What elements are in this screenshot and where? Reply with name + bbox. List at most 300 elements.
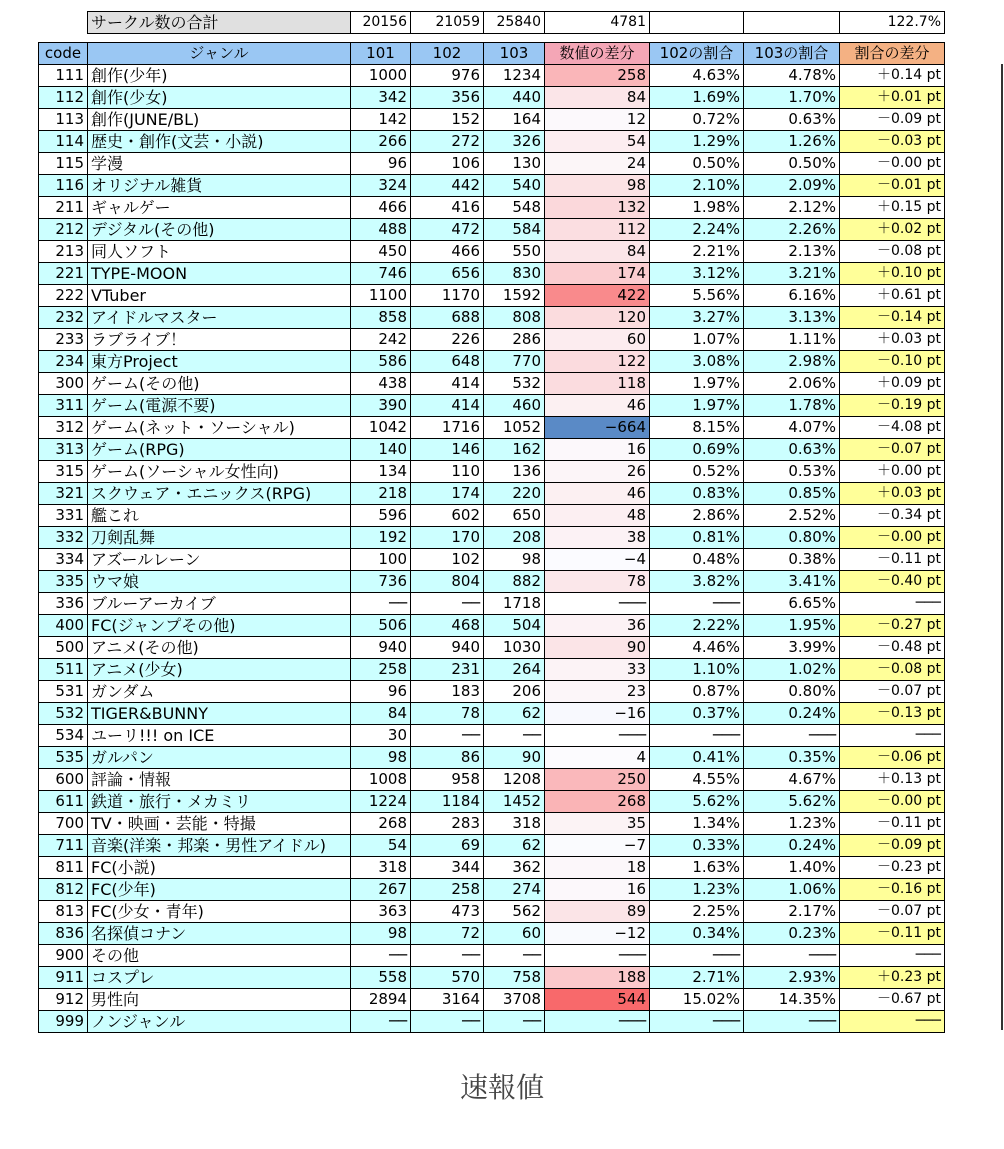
value-101-cell[interactable]: 586 [351,351,411,373]
ratio-103-cell[interactable]: 2.98% [744,351,840,373]
code-cell[interactable]: 911 [39,967,88,989]
code-cell[interactable]: 311 [39,395,88,417]
diff-cell[interactable]: 118 [545,373,650,395]
value-102-cell[interactable]: 472 [411,219,484,241]
ratio-diff-cell[interactable]: －0.07 pt [840,901,945,923]
value-102-cell[interactable]: 3164 [411,989,484,1011]
genre-cell[interactable]: コスプレ [88,967,351,989]
diff-cell[interactable]: 35 [545,813,650,835]
value-101-cell[interactable]: 438 [351,373,411,395]
value-101-cell[interactable]: 100 [351,549,411,571]
ratio-102-cell[interactable]: 2.22% [650,615,744,637]
summary-101-cell[interactable]: 20156 [351,12,411,34]
value-102-cell[interactable]: 146 [411,439,484,461]
value-102-cell[interactable]: 602 [411,505,484,527]
value-101-cell[interactable]: 506 [351,615,411,637]
value-102-cell[interactable]: ── [411,945,484,967]
value-103-cell[interactable]: 318 [484,813,545,835]
value-101-cell[interactable]: 242 [351,329,411,351]
code-cell[interactable]: 112 [39,87,88,109]
ratio-diff-cell[interactable]: ─── [840,945,945,967]
ratio-103-cell[interactable]: 1.78% [744,395,840,417]
diff-cell[interactable]: 188 [545,967,650,989]
value-103-cell[interactable]: 164 [484,109,545,131]
code-cell[interactable]: 211 [39,197,88,219]
ratio-diff-cell[interactable]: ─── [840,593,945,615]
value-103-cell[interactable]: 326 [484,131,545,153]
ratio-103-cell[interactable]: 0.23% [744,923,840,945]
ratio-diff-cell[interactable]: －0.00 pt [840,153,945,175]
ratio-102-cell[interactable]: 0.34% [650,923,744,945]
value-102-cell[interactable]: 1716 [411,417,484,439]
ratio-103-cell[interactable]: 0.85% [744,483,840,505]
code-cell[interactable]: 312 [39,417,88,439]
code-cell[interactable]: 700 [39,813,88,835]
value-102-cell[interactable]: 183 [411,681,484,703]
diff-cell[interactable]: 268 [545,791,650,813]
ratio-103-cell[interactable]: 5.62% [744,791,840,813]
code-cell[interactable]: 315 [39,461,88,483]
value-103-cell[interactable]: 136 [484,461,545,483]
value-103-cell[interactable]: 1052 [484,417,545,439]
diff-cell[interactable]: 24 [545,153,650,175]
value-101-cell[interactable]: 134 [351,461,411,483]
value-103-cell[interactable]: 770 [484,351,545,373]
value-102-cell[interactable]: 78 [411,703,484,725]
ratio-102-cell[interactable]: 0.33% [650,835,744,857]
code-cell[interactable]: 115 [39,153,88,175]
value-103-cell[interactable]: 1718 [484,593,545,615]
diff-cell[interactable]: 48 [545,505,650,527]
ratio-102-cell[interactable]: 1.97% [650,373,744,395]
ratio-102-cell[interactable]: ─── [650,725,744,747]
value-103-cell[interactable]: 220 [484,483,545,505]
value-101-cell[interactable]: 1000 [351,65,411,87]
ratio-103-cell[interactable]: 2.26% [744,219,840,241]
value-101-cell[interactable]: 324 [351,175,411,197]
ratio-103-cell[interactable]: 2.93% [744,967,840,989]
diff-cell[interactable]: 122 [545,351,650,373]
ratio-102-cell[interactable]: 1.69% [650,87,744,109]
code-cell[interactable]: 531 [39,681,88,703]
genre-cell[interactable]: ゲーム(RPG) [88,439,351,461]
value-101-cell[interactable]: 940 [351,637,411,659]
genre-cell[interactable]: デジタル(その他) [88,219,351,241]
value-102-cell[interactable]: 1184 [411,791,484,813]
genre-cell[interactable]: ユーリ!!! on ICE [88,725,351,747]
ratio-diff-cell[interactable]: ＋0.02 pt [840,219,945,241]
ratio-102-cell[interactable]: 2.71% [650,967,744,989]
value-102-cell[interactable]: 106 [411,153,484,175]
code-cell[interactable]: 811 [39,857,88,879]
genre-cell[interactable]: 学漫 [88,153,351,175]
code-cell[interactable]: 912 [39,989,88,1011]
ratio-103-cell[interactable]: 3.99% [744,637,840,659]
ratio-diff-cell[interactable]: －0.00 pt [840,791,945,813]
ratio-103-cell[interactable]: 6.16% [744,285,840,307]
code-cell[interactable]: 334 [39,549,88,571]
value-101-cell[interactable]: 1224 [351,791,411,813]
ratio-diff-cell[interactable]: ─── [840,1011,945,1033]
value-103-cell[interactable]: 62 [484,703,545,725]
code-cell[interactable]: 332 [39,527,88,549]
ratio-103-cell[interactable]: 0.80% [744,527,840,549]
ratio-103-cell[interactable]: 0.50% [744,153,840,175]
value-101-cell[interactable]: 2894 [351,989,411,1011]
ratio-103-cell[interactable]: 2.06% [744,373,840,395]
ratio-diff-cell[interactable]: ＋0.61 pt [840,285,945,307]
ratio-103-cell[interactable]: 1.02% [744,659,840,681]
ratio-diff-cell[interactable]: ＋0.01 pt [840,87,945,109]
value-103-cell[interactable]: 274 [484,879,545,901]
value-101-cell[interactable]: 54 [351,835,411,857]
value-101-cell[interactable]: 466 [351,197,411,219]
ratio-102-cell[interactable]: 2.86% [650,505,744,527]
value-103-cell[interactable]: 548 [484,197,545,219]
value-102-cell[interactable]: 258 [411,879,484,901]
ratio-102-cell[interactable]: 2.25% [650,901,744,923]
value-101-cell[interactable]: 192 [351,527,411,549]
ratio-diff-cell[interactable]: －0.06 pt [840,747,945,769]
code-cell[interactable]: 221 [39,263,88,285]
diff-cell[interactable]: ─── [545,945,650,967]
ratio-102-cell[interactable]: 15.02% [650,989,744,1011]
header-code[interactable]: code [39,43,88,65]
value-101-cell[interactable]: 450 [351,241,411,263]
value-103-cell[interactable]: 208 [484,527,545,549]
code-cell[interactable]: 400 [39,615,88,637]
value-101-cell[interactable]: 858 [351,307,411,329]
value-101-cell[interactable]: 596 [351,505,411,527]
ratio-102-cell[interactable]: 8.15% [650,417,744,439]
value-101-cell[interactable]: 30 [351,725,411,747]
ratio-diff-cell[interactable]: －0.40 pt [840,571,945,593]
diff-cell[interactable]: 132 [545,197,650,219]
value-102-cell[interactable]: 958 [411,769,484,791]
value-103-cell[interactable]: 98 [484,549,545,571]
genre-cell[interactable]: アイドルマスター [88,307,351,329]
diff-cell[interactable]: 112 [545,219,650,241]
ratio-102-cell[interactable]: 3.08% [650,351,744,373]
ratio-103-cell[interactable]: 3.13% [744,307,840,329]
diff-cell[interactable]: 174 [545,263,650,285]
code-cell[interactable]: 600 [39,769,88,791]
value-102-cell[interactable]: 414 [411,373,484,395]
ratio-102-cell[interactable]: 5.56% [650,285,744,307]
ratio-103-cell[interactable]: 0.24% [744,703,840,725]
ratio-103-cell[interactable]: ─── [744,945,840,967]
diff-cell[interactable]: 26 [545,461,650,483]
ratio-102-cell[interactable]: 1.98% [650,197,744,219]
genre-cell[interactable]: アズールレーン [88,549,351,571]
value-102-cell[interactable]: 416 [411,197,484,219]
value-101-cell[interactable]: 96 [351,153,411,175]
value-101-cell[interactable]: 342 [351,87,411,109]
code-cell[interactable]: 611 [39,791,88,813]
value-101-cell[interactable]: 98 [351,923,411,945]
value-102-cell[interactable]: 152 [411,109,484,131]
value-103-cell[interactable]: 1234 [484,65,545,87]
ratio-diff-cell[interactable]: －0.11 pt [840,923,945,945]
value-103-cell[interactable]: 562 [484,901,545,923]
value-101-cell[interactable]: 1042 [351,417,411,439]
ratio-102-cell[interactable]: 0.72% [650,109,744,131]
code-cell[interactable]: 213 [39,241,88,263]
genre-cell[interactable]: ガルパン [88,747,351,769]
value-101-cell[interactable]: 258 [351,659,411,681]
ratio-103-cell[interactable]: 2.09% [744,175,840,197]
value-102-cell[interactable]: 102 [411,549,484,571]
ratio-103-cell[interactable]: 2.17% [744,901,840,923]
header-r102[interactable]: 102の割合 [650,43,744,65]
value-103-cell[interactable]: 162 [484,439,545,461]
code-cell[interactable]: 233 [39,329,88,351]
genre-cell[interactable]: TYPE-MOON [88,263,351,285]
diff-cell[interactable]: 120 [545,307,650,329]
code-cell[interactable]: 300 [39,373,88,395]
value-102-cell[interactable]: 473 [411,901,484,923]
summary-r102-cell[interactable] [650,12,744,34]
summary-diff-cell[interactable]: 4781 [545,12,650,34]
diff-cell[interactable]: ─── [545,593,650,615]
header-genre[interactable]: ジャンル [88,43,351,65]
header-diff[interactable]: 数値の差分 [545,43,650,65]
ratio-diff-cell[interactable]: －0.11 pt [840,549,945,571]
ratio-103-cell[interactable]: 6.65% [744,593,840,615]
value-103-cell[interactable]: 130 [484,153,545,175]
genre-cell[interactable]: ガンダム [88,681,351,703]
code-cell[interactable]: 232 [39,307,88,329]
summary-label-cell[interactable]: サークル数の合計 [88,12,351,34]
value-103-cell[interactable]: 550 [484,241,545,263]
genre-cell[interactable]: FC(少女・青年) [88,901,351,923]
value-103-cell[interactable]: 650 [484,505,545,527]
genre-cell[interactable]: ゲーム(その他) [88,373,351,395]
ratio-diff-cell[interactable]: －0.09 pt [840,109,945,131]
diff-cell[interactable]: 89 [545,901,650,923]
value-101-cell[interactable]: 218 [351,483,411,505]
code-cell[interactable]: 535 [39,747,88,769]
value-102-cell[interactable]: 688 [411,307,484,329]
value-101-cell[interactable]: ── [351,593,411,615]
ratio-102-cell[interactable]: 4.63% [650,65,744,87]
code-cell[interactable]: 114 [39,131,88,153]
ratio-diff-cell[interactable]: ＋0.03 pt [840,329,945,351]
code-cell[interactable]: 534 [39,725,88,747]
value-102-cell[interactable]: 110 [411,461,484,483]
ratio-103-cell[interactable]: 2.12% [744,197,840,219]
diff-cell[interactable]: 258 [545,65,650,87]
diff-cell[interactable]: 84 [545,87,650,109]
ratio-diff-cell[interactable]: －0.07 pt [840,439,945,461]
code-cell[interactable]: 711 [39,835,88,857]
value-101-cell[interactable]: 1100 [351,285,411,307]
code-cell[interactable]: 812 [39,879,88,901]
genre-cell[interactable]: ブルーアーカイブ [88,593,351,615]
ratio-diff-cell[interactable]: －0.23 pt [840,857,945,879]
genre-cell[interactable]: 創作(少年) [88,65,351,87]
ratio-103-cell[interactable]: 1.11% [744,329,840,351]
genre-cell[interactable]: 創作(JUNE/BL) [88,109,351,131]
genre-cell[interactable]: 評論・情報 [88,769,351,791]
code-cell[interactable]: 532 [39,703,88,725]
value-101-cell[interactable]: 140 [351,439,411,461]
ratio-diff-cell[interactable]: ＋0.03 pt [840,483,945,505]
ratio-102-cell[interactable]: 0.83% [650,483,744,505]
ratio-103-cell[interactable]: 4.67% [744,769,840,791]
value-103-cell[interactable]: 540 [484,175,545,197]
ratio-103-cell[interactable]: 0.35% [744,747,840,769]
value-103-cell[interactable]: 808 [484,307,545,329]
value-102-cell[interactable]: 648 [411,351,484,373]
ratio-diff-cell[interactable]: ＋0.14 pt [840,65,945,87]
ratio-diff-cell[interactable]: －0.00 pt [840,527,945,549]
genre-cell[interactable]: ウマ娘 [88,571,351,593]
value-103-cell[interactable]: 830 [484,263,545,285]
code-cell[interactable]: 813 [39,901,88,923]
ratio-diff-cell[interactable]: －0.27 pt [840,615,945,637]
code-cell[interactable]: 336 [39,593,88,615]
value-103-cell[interactable]: 286 [484,329,545,351]
value-102-cell[interactable]: 344 [411,857,484,879]
genre-cell[interactable]: 鉄道・旅行・メカミリ [88,791,351,813]
ratio-diff-cell[interactable]: －0.34 pt [840,505,945,527]
ratio-103-cell[interactable]: 0.38% [744,549,840,571]
value-101-cell[interactable]: 318 [351,857,411,879]
ratio-102-cell[interactable]: 0.37% [650,703,744,725]
value-103-cell[interactable]: 584 [484,219,545,241]
header-rdiff[interactable]: 割合の差分 [840,43,945,65]
value-102-cell[interactable]: 356 [411,87,484,109]
diff-cell[interactable]: −7 [545,835,650,857]
diff-cell[interactable]: 38 [545,527,650,549]
value-102-cell[interactable]: 283 [411,813,484,835]
diff-cell[interactable]: 16 [545,439,650,461]
header-102[interactable]: 102 [411,43,484,65]
value-103-cell[interactable]: ── [484,725,545,747]
ratio-102-cell[interactable]: 2.10% [650,175,744,197]
ratio-103-cell[interactable]: 1.26% [744,131,840,153]
ratio-diff-cell[interactable]: ＋0.09 pt [840,373,945,395]
ratio-102-cell[interactable]: 0.81% [650,527,744,549]
value-102-cell[interactable]: 570 [411,967,484,989]
genre-cell[interactable]: 男性向 [88,989,351,1011]
value-103-cell[interactable]: 90 [484,747,545,769]
value-103-cell[interactable]: 60 [484,923,545,945]
diff-cell[interactable]: 18 [545,857,650,879]
diff-cell[interactable]: 4 [545,747,650,769]
ratio-diff-cell[interactable]: －0.14 pt [840,307,945,329]
code-cell[interactable]: 321 [39,483,88,505]
header-103[interactable]: 103 [484,43,545,65]
ratio-102-cell[interactable]: 0.52% [650,461,744,483]
genre-cell[interactable]: ギャルゲー [88,197,351,219]
diff-cell[interactable]: 36 [545,615,650,637]
ratio-102-cell[interactable]: 3.12% [650,263,744,285]
value-102-cell[interactable]: 466 [411,241,484,263]
value-102-cell[interactable]: 442 [411,175,484,197]
value-101-cell[interactable]: 98 [351,747,411,769]
value-101-cell[interactable]: ── [351,1011,411,1033]
diff-cell[interactable]: 98 [545,175,650,197]
code-cell[interactable]: 111 [39,65,88,87]
ratio-diff-cell[interactable]: ＋0.23 pt [840,967,945,989]
ratio-diff-cell[interactable]: －0.07 pt [840,681,945,703]
ratio-102-cell[interactable]: 0.41% [650,747,744,769]
value-102-cell[interactable]: 1170 [411,285,484,307]
ratio-103-cell[interactable]: 2.52% [744,505,840,527]
ratio-103-cell[interactable]: 1.23% [744,813,840,835]
value-103-cell[interactable]: 460 [484,395,545,417]
genre-cell[interactable]: 名探偵コナン [88,923,351,945]
code-cell[interactable]: 999 [39,1011,88,1033]
code-cell[interactable]: 222 [39,285,88,307]
genre-cell[interactable]: 同人ソフト [88,241,351,263]
ratio-102-cell[interactable]: 0.48% [650,549,744,571]
ratio-103-cell[interactable]: ─── [744,725,840,747]
ratio-103-cell[interactable]: 1.95% [744,615,840,637]
diff-cell[interactable]: ─── [545,725,650,747]
code-cell[interactable]: 116 [39,175,88,197]
code-cell[interactable]: 212 [39,219,88,241]
value-101-cell[interactable]: 363 [351,901,411,923]
header-101[interactable]: 101 [351,43,411,65]
value-101-cell[interactable]: 746 [351,263,411,285]
ratio-102-cell[interactable]: 5.62% [650,791,744,813]
diff-cell[interactable]: 16 [545,879,650,901]
value-101-cell[interactable]: 390 [351,395,411,417]
value-102-cell[interactable]: ── [411,1011,484,1033]
value-103-cell[interactable]: 206 [484,681,545,703]
value-102-cell[interactable]: 976 [411,65,484,87]
genre-cell[interactable]: その他 [88,945,351,967]
genre-cell[interactable]: ラブライブ！ [88,329,351,351]
diff-cell[interactable]: 60 [545,329,650,351]
ratio-102-cell[interactable]: ─── [650,593,744,615]
diff-cell[interactable]: ─── [545,1011,650,1033]
genre-cell[interactable]: 東方Project [88,351,351,373]
value-102-cell[interactable]: 69 [411,835,484,857]
diff-cell[interactable]: 46 [545,395,650,417]
ratio-diff-cell[interactable]: －0.13 pt [840,703,945,725]
ratio-diff-cell[interactable]: －0.67 pt [840,989,945,1011]
value-101-cell[interactable]: 488 [351,219,411,241]
ratio-diff-cell[interactable]: －0.19 pt [840,395,945,417]
diff-cell[interactable]: 78 [545,571,650,593]
value-103-cell[interactable]: 1452 [484,791,545,813]
ratio-102-cell[interactable]: 1.34% [650,813,744,835]
genre-cell[interactable]: VTuber [88,285,351,307]
diff-cell[interactable]: 422 [545,285,650,307]
ratio-103-cell[interactable]: 0.53% [744,461,840,483]
summary-r103-cell[interactable] [744,12,840,34]
value-101-cell[interactable]: ── [351,945,411,967]
value-102-cell[interactable]: 86 [411,747,484,769]
header-r103[interactable]: 103の割合 [744,43,840,65]
ratio-102-cell[interactable]: ─── [650,1011,744,1033]
diff-cell[interactable]: 23 [545,681,650,703]
value-103-cell[interactable]: ── [484,945,545,967]
ratio-102-cell[interactable]: 3.82% [650,571,744,593]
genre-cell[interactable]: FC(ジャンプその他) [88,615,351,637]
summary-102-cell[interactable]: 21059 [411,12,484,34]
genre-cell[interactable]: ゲーム(ソーシャル女性向) [88,461,351,483]
value-103-cell[interactable]: 362 [484,857,545,879]
ratio-diff-cell[interactable]: －0.16 pt [840,879,945,901]
genre-cell[interactable]: TIGER&BUNNY [88,703,351,725]
value-102-cell[interactable]: 170 [411,527,484,549]
code-cell[interactable]: 234 [39,351,88,373]
